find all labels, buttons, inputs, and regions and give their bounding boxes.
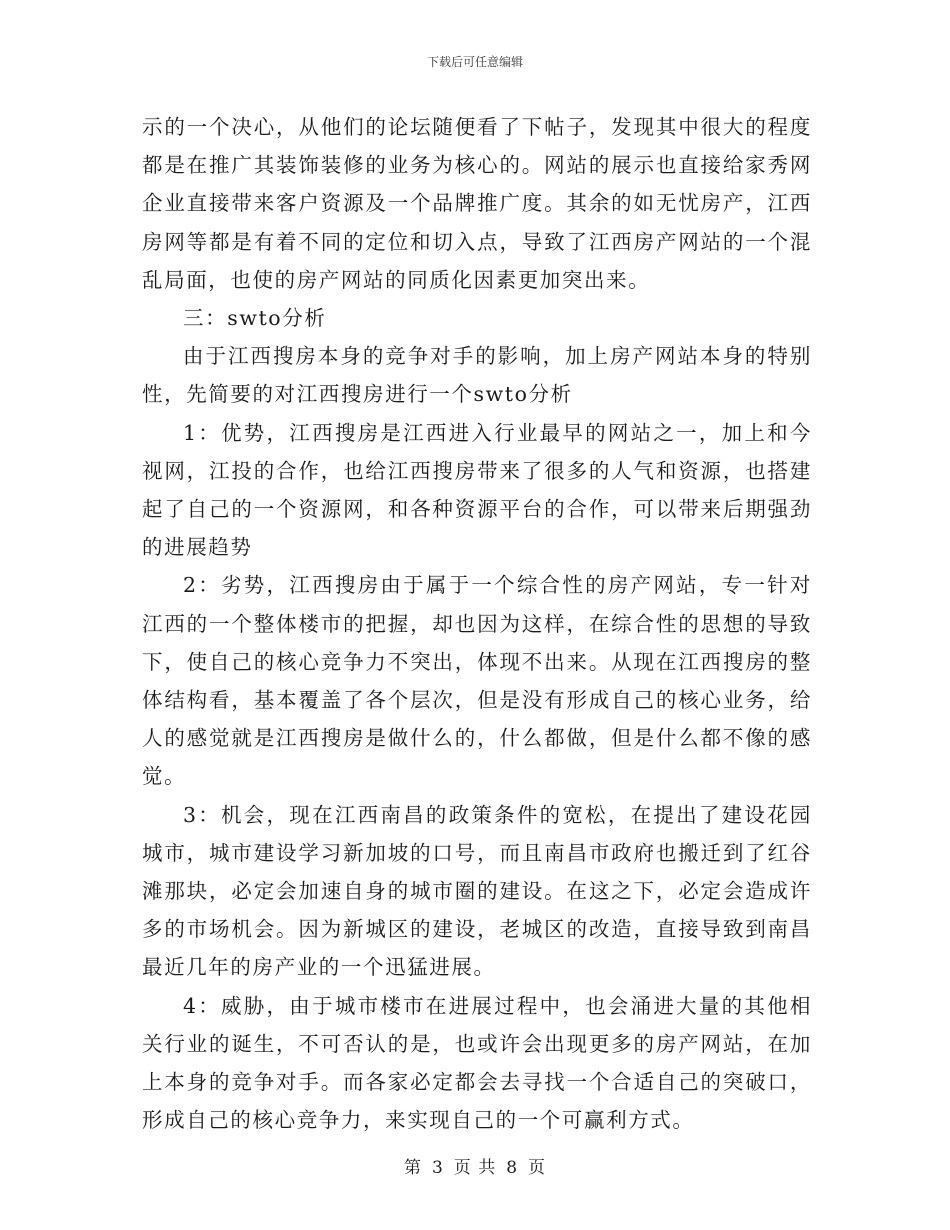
document-body — [142, 108, 812, 1139]
paragraph-weaknesses: 2：劣势，江西搜房由于属于一个综合性的房产网站，专一针对江西的一个整体楼市的把握，却也因为这样，在综合性的思想的导致下，使自己的核心竞争力不突出，体现不出来。从现在江西搜房的整体结构看，基本覆盖了各个层次，但是没有形成自己的核心业务，给人的感觉就是江西搜房是做什么的，什么都做，但是什么都不像的感觉。 — [142, 573, 812, 789]
footer-page-number: 3 — [431, 1158, 444, 1178]
page-header: 下载后可任意编辑 — [426, 55, 523, 69]
paragraph-opportunities: 3：机会，现在江西南昌的政策条件的宽松，在提出了建设花园城市，城市建设学习新加坡的口号，而且南昌市政府也搬迁到了红谷滩那块，必定会加速自身的城市圈的建设。在这之下，必定会造成许多的市场机会。因为新城区的建设，老城区的改造，直接导致到南昌最近几年的房产业的一个迅猛进展。 — [142, 802, 812, 980]
paragraph-threats: 4：威胁，由于城市楼市在进展过程中，也会涌进大量的其他相关行业的诞生，不可否认的是，也或许会出现更多的房产网站，在加上本身的竞争对手。而各家必定都会去寻找一个合适自己的突破口，形成自己的核心竞争力，来实现自己的一个可赢利方式。 — [142, 993, 812, 1133]
page-footer — [0, 1153, 950, 1178]
footer-prefix: 第 — [403, 1158, 422, 1178]
footer-middle: 页 共 — [453, 1158, 497, 1178]
footer-suffix: 页 — [528, 1158, 547, 1178]
paragraph-intro: 由于江西搜房本身的竞争对手的影响，加上房产网站本身的特别性，先简要的对江西搜房进行一个swto分析 — [142, 344, 812, 407]
section-heading-swto: 三：swto分析 — [183, 306, 327, 331]
paragraph-strengths: 1：优势，江西搜房是江西进入行业最早的网站之一，加上和今视网，江投的合作，也给江西搜房带来了很多的人气和资源，也搭建起了自己的一个资源网，和各种资源平台的合作，可以带来后期强劲的进展趋势 — [142, 420, 812, 560]
paragraph-continuation: 示的一个决心，从他们的论坛随便看了下帖子，发现其中很大的程度都是在推广其装饰装修的业务为核心的。网站的展示也直接给家秀网企业直接带来客户资源及一个品牌推广度。其余的如无忧房产，江西房网等都是有着不同的定位和切入点，导致了江西房产网站的一个混乱局面，也使的房产网站的同质化因素更加突出来。 — [142, 115, 812, 292]
footer-total-pages: 8 — [506, 1158, 519, 1178]
